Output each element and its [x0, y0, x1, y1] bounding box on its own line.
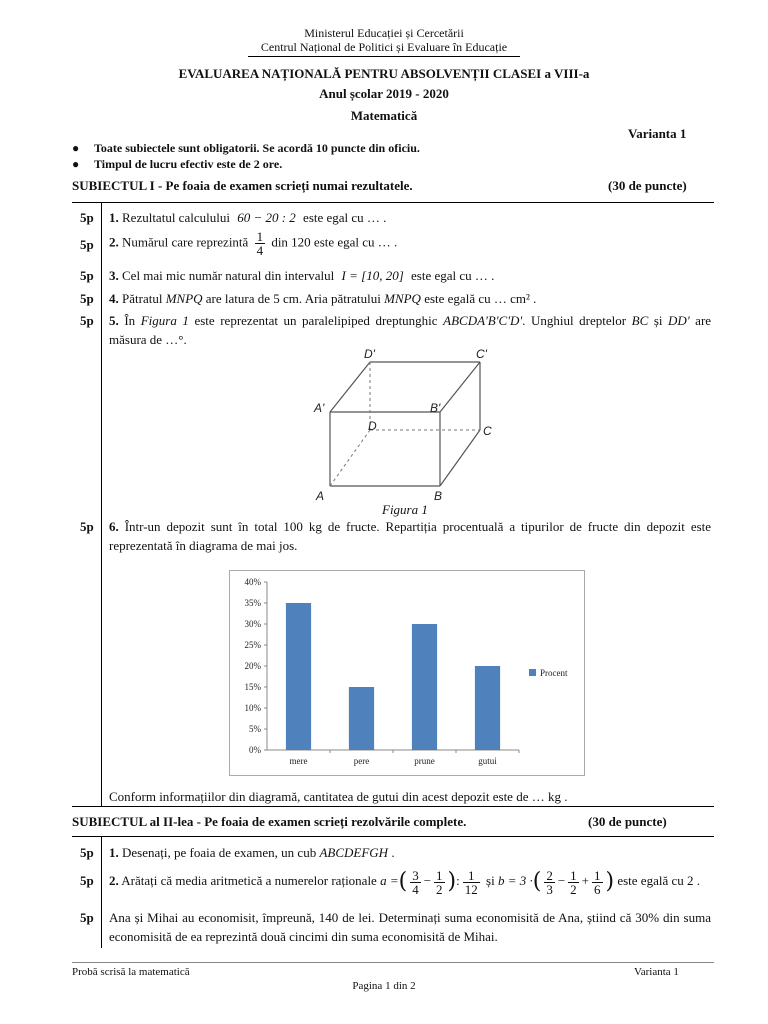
school-year: Anul școlar 2019 - 2020 — [319, 86, 449, 101]
section1-top-rule — [72, 202, 714, 203]
section1-margin-line — [101, 202, 102, 806]
question-6: 6. Într-un depozit sunt în total 100 kg de fructe. Repartiția procentuală a tipurilor de fructe din depozit este reprezentată în diagrama de mai jos. — [109, 519, 712, 553]
bar-pere — [349, 687, 374, 750]
x-tick-label: mere — [289, 756, 308, 766]
vertex-label-A1: A' — [314, 401, 325, 415]
vertex-label-D1: D' — [364, 347, 375, 361]
points-q2: 5p — [80, 237, 94, 252]
exam-title: EVALUAREA NAȚIONALĂ PENTRU ABSOLVENȚII CLASEI a VIII-a — [178, 66, 590, 81]
y-tick-label: 25% — [244, 640, 261, 650]
page-number: Pagina 1 din 2 — [352, 980, 416, 992]
section2-points: (30 de puncte) — [588, 814, 667, 829]
section1-bottom-rule — [72, 806, 714, 807]
edge-B1C1 — [440, 362, 480, 412]
legend-swatch — [529, 669, 536, 676]
x-tick-label: prune — [414, 756, 435, 766]
rule-item: ● Timpul de lucru efectiv este de 2 ore. — [72, 157, 283, 171]
center-name: Centrul Național de Politici și Evaluare în Educație — [260, 40, 508, 54]
points-s2-q3: 5p — [80, 910, 94, 925]
y-tick-label: 10% — [244, 703, 261, 713]
footer-left: Probă scrisă la matematică — [72, 966, 190, 978]
s2-question-2: 2. Arătați că media aritmetică a numerelor raționale a =( $\frac{3}{4}$ − $\frac{1}{2}$ ): $\frac{1}{12}$ și b = 3 ·( $\frac{2}{3}$ − $\frac{1}{2}$ + $\frac{1}{6}$ ) este egală cu 2 . — [109, 867, 700, 897]
rules-list — [72, 140, 420, 172]
section1-points: (30 de puncte) — [608, 178, 687, 193]
variant-label: Varianta 1 — [628, 126, 687, 141]
y-tick-label: 40% — [244, 577, 261, 587]
bar-mere — [286, 603, 311, 750]
points-q5: 5p — [80, 313, 94, 328]
subject-name: Matematică — [350, 108, 418, 123]
section2-margin-line — [101, 836, 102, 948]
question-5: 5. În Figura 1 este reprezentat un paralelipiped dreptunghic ABCDA'B'C'D'. Unghiul dreptelor BC și DD' are măsura de …°. — [109, 313, 712, 347]
edge-BC — [440, 430, 480, 486]
y-tick-label: 30% — [244, 619, 261, 629]
vertex-label-B: B — [434, 489, 443, 503]
footer-right: Varianta 1 — [634, 966, 679, 978]
cuboid-figure — [300, 340, 510, 508]
bar-chart — [229, 570, 585, 776]
question-3: 3. Cel mai mic număr natural din intervalul I = [10, 20] este egal cu … . — [109, 268, 495, 283]
y-tick-label: 0% — [249, 745, 261, 755]
bar-gutui — [475, 666, 500, 750]
y-tick-label: 15% — [244, 682, 261, 692]
ministry-name: Ministerul Educației și Cercetării — [304, 26, 464, 40]
s2-question-1: 1. Desenați, pe foaia de examen, un cub ABCDEFGH . — [109, 845, 395, 860]
points-q1: 5p — [80, 210, 94, 225]
points-q6: 5p — [80, 519, 94, 534]
question-1: 1. Rezultatul calculului 60 − 20 : 2 este egal cu … . — [109, 210, 387, 225]
x-tick-label: gutui — [478, 756, 497, 766]
points-q4: 5p — [80, 291, 94, 306]
legend-label: Procent — [540, 668, 568, 678]
vertex-label-A: A — [316, 489, 325, 503]
edge-A1D1 — [330, 362, 370, 412]
points-s2-q2: 5p — [80, 873, 94, 888]
s2-question-3: Ana și Mihai au economisit, împreună, 140 de lei. Determinați suma economisită de Ana, știind că 30% din suma economisită de ea reprezintă două cincimi din suma economisită de Mihai. — [109, 910, 711, 944]
vertex-label-D: D — [368, 419, 377, 433]
question-6-conclusion: Conform informațiilor din diagramă, cantitatea de gutui din acest depozit este de … kg . — [109, 789, 568, 804]
y-tick-label: 35% — [244, 598, 261, 608]
points-q3: 5p — [80, 268, 94, 283]
section2-title: SUBIECTUL al II-lea - Pe foaia de examen scrieți rezolvările complete. — [72, 814, 467, 829]
section2-top-rule — [72, 836, 714, 837]
vertex-label-C: C — [483, 424, 492, 438]
fraction: $\frac{1}{4}$ — [256, 229, 264, 258]
question-2: 2. Numărul care reprezintă $\frac{1}{4}$ din 120 este egal cu … . — [109, 229, 398, 258]
rule-item: ● Toate subiectele sunt obligatorii. Se acordă 10 puncte din oficiu. — [72, 141, 420, 155]
footer-rule — [72, 962, 714, 963]
header-underline — [248, 56, 520, 57]
points-s2-q1: 5p — [80, 845, 94, 860]
bar-prune — [412, 624, 437, 750]
figure-caption: Figura 1 — [382, 502, 428, 517]
vertex-label-B1: B' — [430, 401, 441, 415]
x-tick-label: pere — [353, 756, 370, 766]
edge-AD — [330, 430, 370, 486]
y-tick-label: 20% — [244, 661, 261, 671]
figure-reference: Figura 1 — [140, 313, 189, 328]
question-4: 4. Pătratul MNPQ are latura de 5 cm. Aria pătratului MNPQ este egală cu … cm² . — [109, 291, 537, 306]
y-tick-label: 5% — [249, 724, 261, 734]
vertex-label-C1: C' — [476, 347, 487, 361]
section1-title: SUBIECTUL I - Pe foaia de examen scrieți numai rezultatele. — [72, 178, 413, 193]
